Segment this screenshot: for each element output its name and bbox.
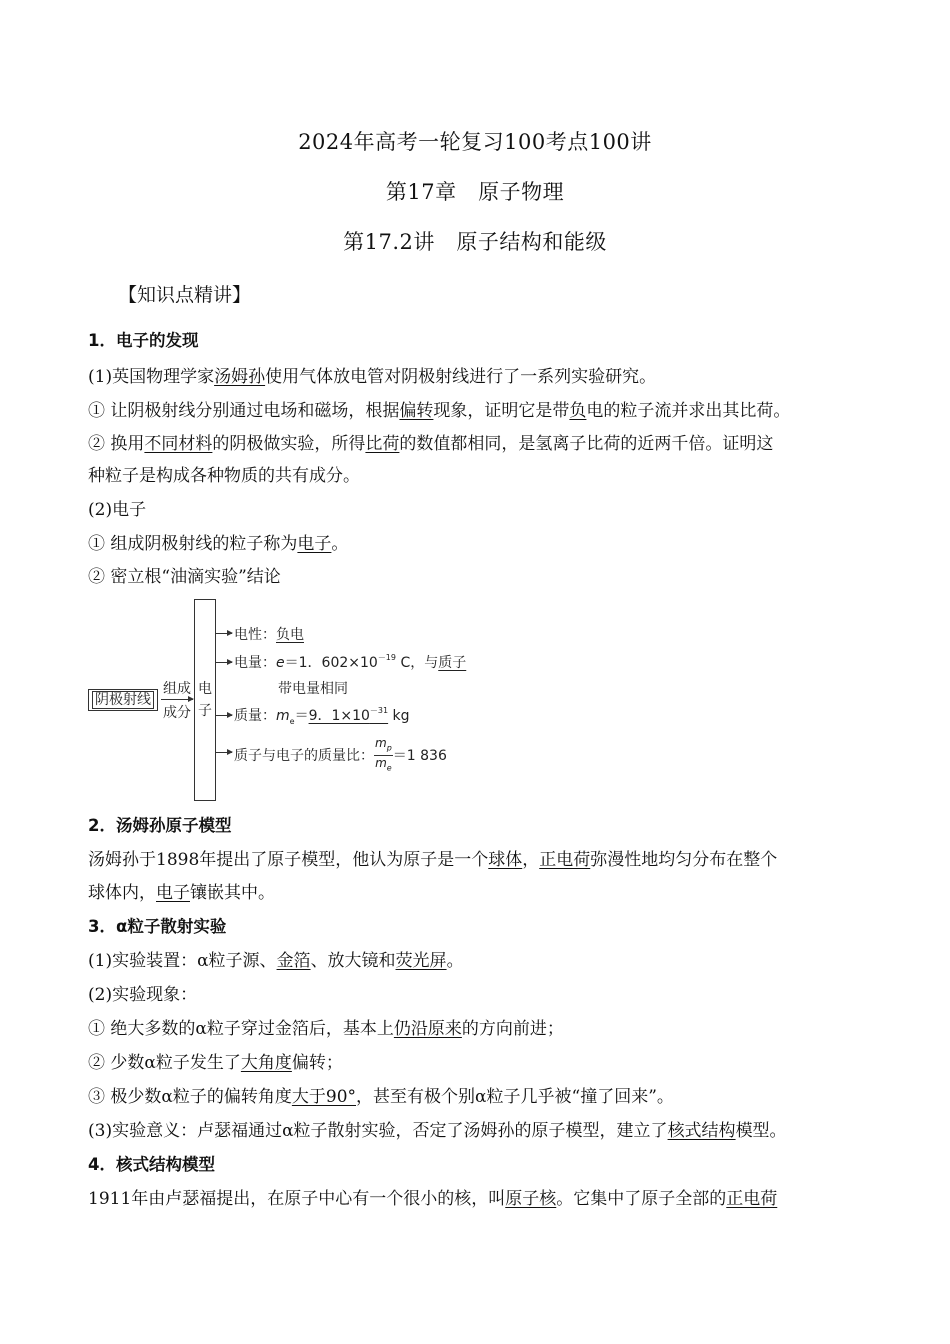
paragraph: (1)英国物理学家汤姆孙使用气体放电管对阴极射线进行了一系列实验研究。 [88, 367, 657, 387]
diagram-item-charge: 电量：e＝1．$602\times 10^{-19}$ C，与质子 [234, 653, 467, 671]
diagram-item-charge-cont: 带电量相同 [278, 681, 348, 697]
section-heading-1: 1．电子的发现 [88, 331, 199, 350]
arrow-right-icon [161, 699, 193, 700]
paragraph: 球体内，电子镶嵌其中。 [88, 883, 275, 903]
diagram-item-mass: 质量：$m_e=9$．$1\times 10^{-31}$ kg [234, 706, 410, 726]
electron-diagram [88, 596, 488, 806]
paragraph: ① 让阴极射线分别通过电场和磁场，根据偏转现象，证明它是带负电的粒子流并求出其比荷。 [88, 401, 791, 421]
paragraph: (2)实验现象： [88, 985, 198, 1005]
cathode-ray-box: 阴极射线 [88, 689, 158, 711]
lecture-title: 第17.2讲 原子结构和能级 [343, 230, 607, 254]
arrow-label-bottom: 成分 [163, 705, 191, 721]
paragraph: 汤姆孙于1898年提出了原子模型，他认为原子是一个球体，正电荷弥漫性地均匀分布在整个 [88, 850, 778, 870]
paragraph: ① 绝大多数的α粒子穿过金箔后，基本上仍沿原来的方向前进； [88, 1019, 564, 1039]
arrow-right-icon [216, 752, 232, 753]
paragraph: ② 少数α粒子发生了大角度偏转； [88, 1053, 343, 1073]
paragraph: (3)实验意义：卢瑟福通过α粒子散射实验，否定了汤姆孙的原子模型，建立了核式结构模型。 [88, 1121, 787, 1141]
section-heading-4: 4．核式结构模型 [88, 1155, 215, 1174]
section-heading-2: 2．汤姆孙原子模型 [88, 816, 232, 835]
paragraph: ② 换用不同材料的阴极做实验，所得比荷的数值都相同，是氢离子比荷的近两千倍。证明这 [88, 434, 774, 454]
section-heading-3: 3．α粒子散射实验 [88, 917, 227, 936]
electron-label: 电子 [198, 681, 212, 719]
paragraph: (1)实验装置：α粒子源、金箔、放大镜和荧光屏。 [88, 951, 464, 971]
arrow-right-icon [216, 715, 232, 716]
paragraph: 种粒子是构成各种物质的共有成分。 [88, 466, 360, 486]
diagram-item-charge-type: 电性：负电 [234, 627, 304, 643]
document-title: 2024年高考一轮复习100考点100讲 [298, 130, 652, 154]
arrow-label-top: 组成 [163, 681, 191, 697]
diagram-item-mass-ratio: 质子与电子的质量比： $\frac{m_p}{m_e}$ ＝1 836 [234, 736, 447, 773]
paragraph: (2)电子 [88, 500, 147, 520]
paragraph: ① 组成阴极射线的粒子称为电子。 [88, 534, 349, 554]
chapter-title: 第17章 原子物理 [385, 180, 565, 204]
section-tag: 【知识点精讲】 [118, 284, 252, 306]
paragraph: ② 密立根“油滴实验”结论 [88, 567, 281, 587]
paragraph: ③ 极少数α粒子的偏转角度大于90°，甚至有极个别α粒子几乎被“撞了回来”。 [88, 1087, 674, 1107]
arrow-right-icon [216, 633, 232, 634]
paragraph: 1911年由卢瑟福提出，在原子中心有一个很小的核，叫原子核。它集中了原子全部的正电荷 [88, 1189, 778, 1209]
arrow-right-icon [216, 662, 232, 663]
